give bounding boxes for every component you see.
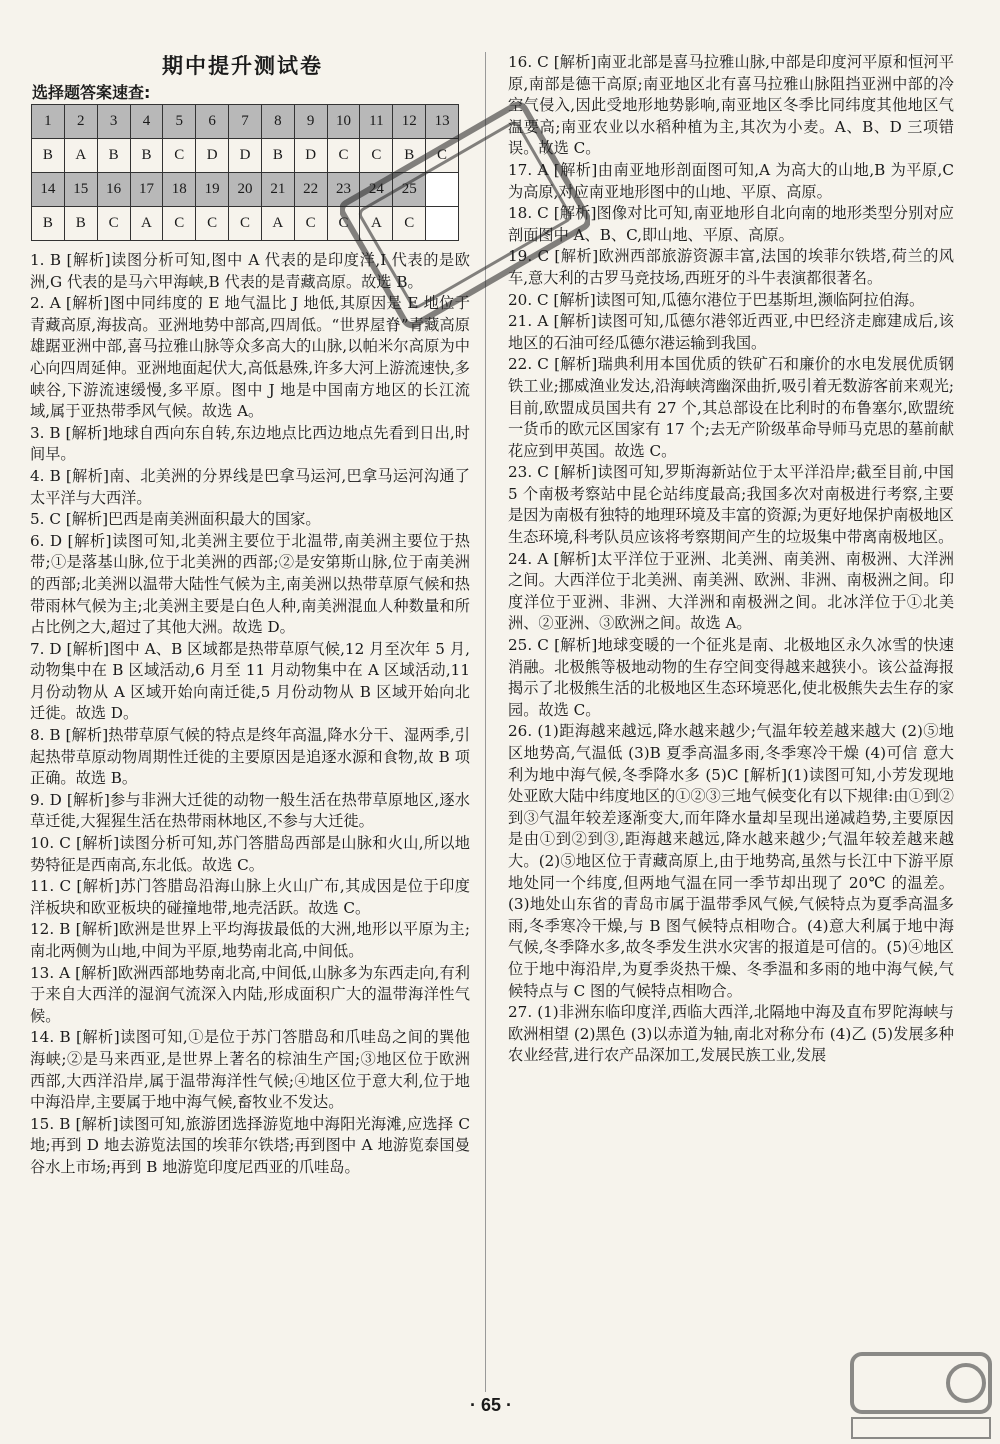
- answer-explanation: 22. C [解析]瑞典利用本国优质的铁矿石和廉价的水电发展优质钢铁工业;挪威渔业发达,沿海峡湾幽深曲折,吸引着无数游客前来观光;目前,欧盟成员国共有 27 个,其总部设在比利时的布鲁塞尔,欧盟统一货币的欧元区国家有 17 个;去无产阶级革命导师马克思的墓前献花应到甲英国。故选 C。: [508, 355, 954, 460]
- answer-number-cell: 4: [130, 105, 163, 139]
- answer-explanation: 13. A [解析]欧洲西部地势南北高,中间低,山脉多为东西走向,有利于来自大西洋的湿润气流深入内陆,形成面积广大的温带海洋性气候。: [30, 963, 470, 1025]
- answer-number-cell: 16: [97, 173, 130, 207]
- answer-explanation: 19. C [解析]欧洲西部旅游资源丰富,法国的埃菲尔铁塔,荷兰的风车,意大利的古罗马竞技场,西班牙的斗牛表演都很著名。: [508, 247, 954, 287]
- answer-letter-cell: C: [163, 207, 196, 241]
- page-number: · 65 ·: [470, 1395, 513, 1415]
- answer-explanation: 24. A [解析]太平洋位于亚洲、北美洲、南美洲、南极洲、大洋洲之间。大西洋位于北美洲、南美洲、欧洲、非洲、南极洲之间。印度洋位于亚洲、非洲、大洋洲和南极洲之间。北冰洋位于①北美洲、②亚洲、③欧洲之间。故选 A。: [508, 549, 954, 633]
- answer-number-cell: 20: [229, 173, 262, 207]
- answer-letter-cell: C: [426, 139, 459, 173]
- answer-letter-cell: C: [327, 207, 360, 241]
- answer-explanation: 12. B [解析]欧洲是世界上平均海拔最低的大洲,地形以平原为主;南北两侧为山地,中间为平原,地势南北高,中间低。: [30, 920, 470, 960]
- answer-explanation: 15. B [解析]读图可知,旅游团选择游览地中海阳光海滩,应选择 C 地;再到 D 地去游览法国的埃菲尔铁塔;再到图中 A 地游览泰国曼谷水上市场;再到 B 地游览印度尼西亚的爪哇岛。: [30, 1114, 470, 1176]
- answer-letter-cell: A: [64, 139, 97, 173]
- answer-letter-cell: B: [261, 139, 294, 173]
- answer-number-cell: 5: [163, 105, 196, 139]
- answer-letter-cell: C: [294, 207, 327, 241]
- answer-number-cell: 23: [327, 173, 360, 207]
- answer-letter-cell: B: [97, 139, 130, 173]
- answer-letter-cell: B: [32, 207, 65, 241]
- answer-explanation: 2. A [解析]图中同纬度的 E 地气温比 J 地低,其原因是 E 地位于青藏高原,海拔高。亚洲地势中部高,四周低。“世界屋脊”青藏高原雄踞亚洲中部,喜马拉雅山脉等众多高大的山脉,以帕米尔高原为中心向四周延伸。亚洲地面起伏大,高低悬殊,许多大河上游流速快,多峡谷,下游流速缓慢,多平原。图中 J 地是中国南方地区的长江流域,属于亚热带季风气候。故选 A。: [30, 294, 470, 421]
- answer-number-cell: 19: [196, 173, 229, 207]
- answer-number-cell: 14: [32, 173, 65, 207]
- left-column: [30, 250, 470, 1179]
- answer-number-cell: 18: [163, 173, 196, 207]
- answer-letter-cell: C: [393, 207, 426, 241]
- answer-number-cell: 6: [196, 105, 229, 139]
- answer-letter-cell: C: [196, 207, 229, 241]
- answer-explanation: 4. B [解析]南、北美洲的分界线是巴拿马运河,巴拿马运河沟通了太平洋与大西洋。: [30, 466, 470, 507]
- answer-number-cell: 12: [393, 105, 426, 139]
- page-title: 期中提升测试卷: [162, 54, 323, 78]
- answer-letter-cell: A: [130, 207, 163, 241]
- watermark-logo: [846, 1348, 996, 1442]
- answer-explanation: 21. A [解析]读图可知,瓜德尔港邻近西亚,中巴经济走廊建成后,该地区的石油可经瓜德尔港运输到我国。: [508, 312, 954, 352]
- answer-number-cell: 9: [294, 105, 327, 139]
- answer-subtitle: 选择题答案速查:: [32, 83, 151, 102]
- answer-number-cell: 22: [294, 173, 327, 207]
- answer-letter-cell: B: [64, 207, 97, 241]
- answer-number-cell: 24: [360, 173, 393, 207]
- answer-explanation: 6. D [解析]读图可知,北美洲主要位于北温带,南美洲主要位于热带;①是落基山脉,位于北美洲的西部;②是安第斯山脉,位于南美洲的西部;北美洲以温带大陆性气候为主,南美洲以热带草原气候和热带雨林气候为主;北美洲主要是白色人种,南美洲混血人种数量和所占比例之大,超过了其他大洲。故选 D。: [30, 531, 470, 637]
- answer-explanation: 11. C [解析]苏门答腊岛沿海山脉上火山广布,其成因是位于印度洋板块和欧亚板块的碰撞地带,地壳活跃。故选 C。: [30, 877, 470, 917]
- answer-letter-cell: A: [261, 207, 294, 241]
- answer-letter-cell: B: [393, 139, 426, 173]
- answer-number-cell: 21: [261, 173, 294, 207]
- answer-explanation: 18. C [解析]图像对比可知,南亚地形自北向南的地形类型分别对应剖面图中 A、B、C,即山地、平原、高原。: [508, 204, 954, 244]
- answer-number-cell: 17: [130, 173, 163, 207]
- answer-explanation: 17. A [解析]由南亚地形剖面图可知,A 为高大的山地,B 为平原,C 为高原,对应南亚地形图中的山地、平原、高原。: [508, 160, 954, 201]
- answer-letter-cell: D: [229, 139, 262, 173]
- answer-explanation: 5. C [解析]巴西是南美洲面积最大的国家。: [30, 510, 321, 529]
- answer-explanation: 10. C [解析]读图分析可知,苏门答腊岛西部是山脉和火山,所以地势特征是西南高,东北低。故选 C。: [30, 834, 470, 874]
- answer-explanation: 7. D [解析]图中 A、B 区域都是热带草原气候,12 月至次年 5 月,动物集中在 B 区域活动,6 月至 11 月动物集中在 A 区域活动,11 月份动物从 A 区域开始向南迁徙,5 月份动物从 B 区域开始向北迁徙。故选 D。: [30, 639, 470, 723]
- answer-letter-cell: C: [229, 207, 262, 241]
- answer-explanation: 8. B [解析]热带草原气候的特点是终年高温,降水分干、湿两季,引起热带草原动物周期性迁徙的主要原因是追逐水源和食物,故 B 项正确。故选 B。: [30, 726, 470, 788]
- answer-number-cell: 3: [97, 105, 130, 139]
- answer-number-cell: 15: [64, 173, 97, 207]
- answer-number-cell: 11: [360, 105, 393, 139]
- answer-number-cell: 13: [426, 105, 459, 139]
- answer-letter-cell: C: [360, 139, 393, 173]
- answer-letter-cell: A: [360, 207, 393, 241]
- answer-explanation: 14. B [解析]读图可知,①是位于苏门答腊岛和爪哇岛之间的巽他海峡;②是马来西亚,是世界上著名的棕油生产国;③地区位于欧洲西部,大西洋沿岸,属于温带海洋性气候;④地区位于意大利,位于地中海沿岸,主要属于地中海气候,畜牧业不发达。: [30, 1028, 470, 1112]
- answer-letter-cell: C: [327, 139, 360, 173]
- answer-number-cell: 8: [261, 105, 294, 139]
- answer-letter-cell: D: [196, 139, 229, 173]
- answer-explanation: 27. (1)非洲东临印度洋,西临大西洋,北隔地中海及直布罗陀海峡与欧洲相望 (2)黑色 (3)以赤道为轴,南北对称分布 (4)乙 (5)发展多种农业经营,进行农产品深加工,发展民族工业,发展: [508, 1003, 954, 1065]
- answer-number-cell: 10: [327, 105, 360, 139]
- answer-explanation: 16. C [解析]南亚北部是喜马拉雅山脉,中部是印度河平原和恒河平原,南部是德干高原;南亚地区北有喜马拉雅山脉阻挡亚洲中部的冷空气侵入,因此受地形地势影响,南亚地区冬季比同纬度其他地区气温要高;南亚农业以水稻种植为主,其次为小麦。A、B、D 三项错误。故选 C。: [508, 53, 954, 158]
- answer-number-cell: 7: [229, 105, 262, 139]
- answer-explanation: 26. (1)距海越来越远,降水越来越少;气温年较差越来越大 (2)⑤地区地势高,气温低 (3)B 夏季高温多雨,冬季寒冷干燥 (4)可信 意大利为地中海气候,冬季降水多 (5)C [解析](1)读图可知,小芳发现地处亚欧大陆中纬度地区的①②③三地气候变化有以下规律:由①到②到③气温年较差逐渐变大,而年降水量却呈现出递减趋势,主要原因是由①到②到③,距海越来越远,降水越来越少;气温年较差越来越大。(2)⑤地区位于青藏高原上,由于地势高,虽然与长江中下游平原地处同一个纬度,但两地气温在同一季节却出现了 20℃ 的温差。(3)地处山东省的青岛市属于温带季风气候,气候特点为夏季高温多雨,冬季寒冷干燥,与 B 图气候特点相吻合。(4)意大利属于地中海气候,冬季降水多,故冬季发生洪水灾害的报道是可信的。(5)④地区位于地中海沿岸,为夏季炎热干燥、冬季温和多雨的地中海气候,气候特点与 C 图的气候特点相吻合。: [508, 722, 954, 1000]
- answer-letter-cell: B: [130, 139, 163, 173]
- answer-explanation: 20. C [解析]读图可知,瓜德尔港位于巴基斯坦,濒临阿拉伯海。: [508, 290, 925, 309]
- answer-explanation: 1. B [解析]读图分析可知,图中 A 代表的是印度洋,I 代表的是欧洲,G 代表的是马六甲海峡,B 代表的是青藏高原。故选 B。: [30, 251, 470, 291]
- answer-explanation: 25. C [解析]地球变暖的一个征兆是南、北极地区永久冰雪的快速消融。北极熊等极地动物的生存空间变得越来越狭小。该公益海报揭示了北极熊生活的北极地区生态环境恶化,使北极熊失去生存的家园。故选 C。: [508, 636, 954, 719]
- watermark-stamp: [340, 90, 590, 340]
- answer-explanation: 3. B [解析]地球自西向东自转,东边地点比西边地点先看到日出,时间早。: [30, 423, 470, 464]
- answer-explanation: 9. D [解析]参与非洲大迁徙的动物一般生活在热带草原地区,逐水草迁徙,大猩猩生活在热带雨林地区,不参与大迁徙。: [30, 790, 470, 831]
- answer-number-cell: 2: [64, 105, 97, 139]
- answer-explanation: 23. C [解析]读图可知,罗斯海新站位于太平洋沿岸;截至目前,中国 5 个南极考察站中昆仑站纬度最高;我国多次对南极进行考察,主要是因为南极有独特的地理环境及丰富的资源;为更好地保护南极地区生态环境,科考队员应该将考察期间产生的垃圾集中带离南极地区。: [508, 463, 954, 547]
- answer-letter-cell: D: [294, 139, 327, 173]
- answer-letter-cell: C: [163, 139, 196, 173]
- answer-number-cell: 1: [32, 105, 65, 139]
- answer-letter-cell: B: [32, 139, 65, 173]
- answer-letter-cell: C: [97, 207, 130, 241]
- answer-number-cell: 25: [393, 173, 426, 207]
